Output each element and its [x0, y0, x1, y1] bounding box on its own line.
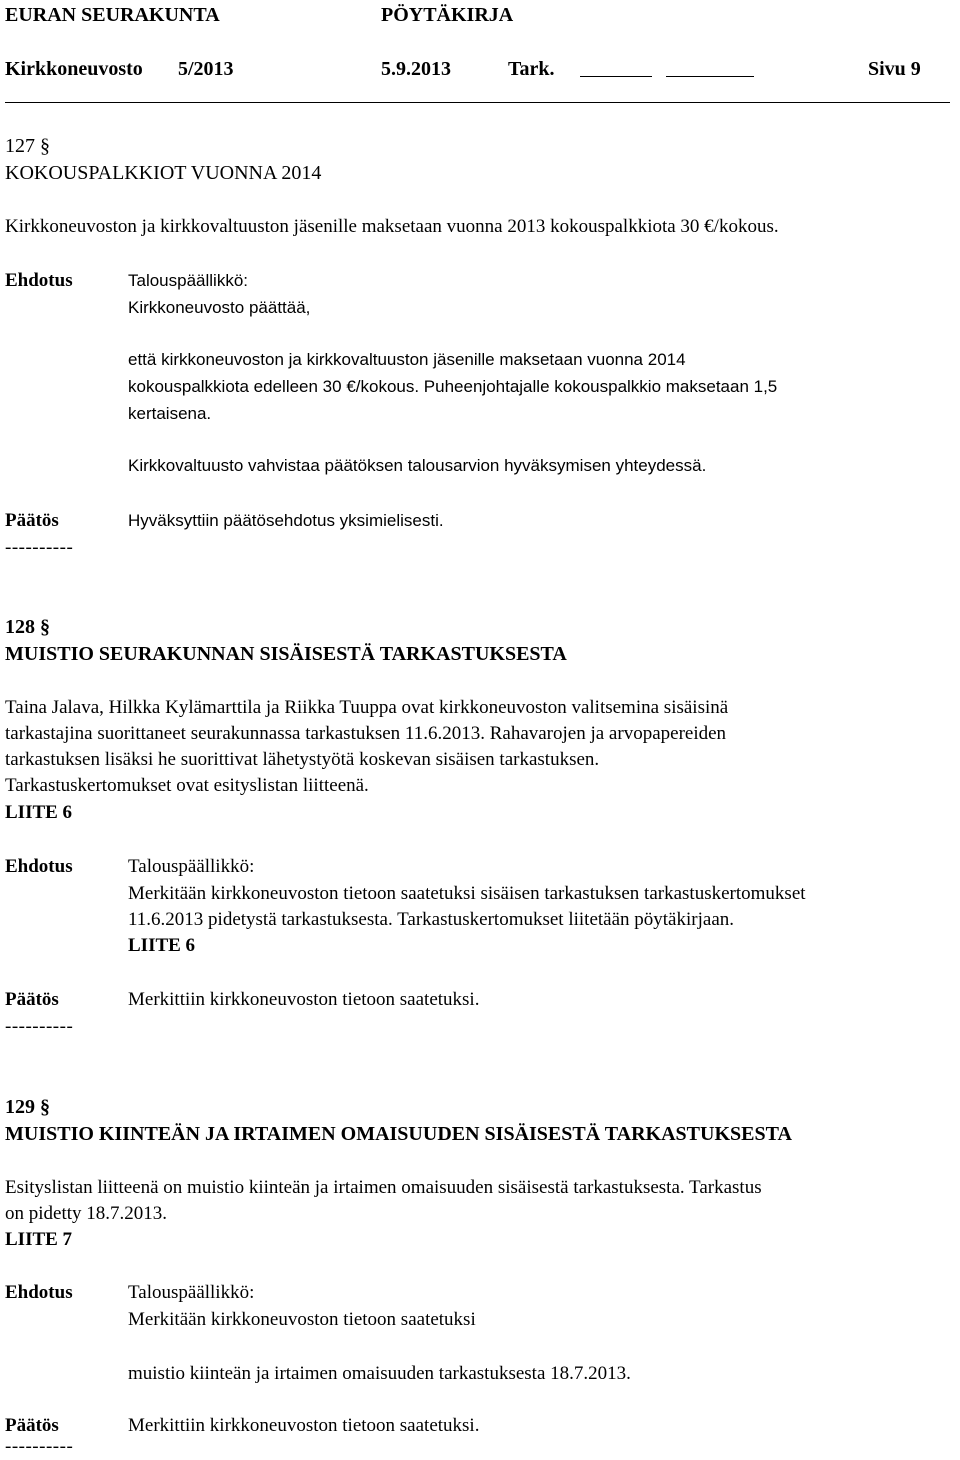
page-number: Sivu 9	[868, 58, 921, 80]
s129-proposal-line-2: muistio kiinteän ja irtaimen omaisuuden tarkastuksesta 18.7.2013.	[128, 1363, 631, 1384]
doc-type: PÖYTÄKIRJA	[381, 4, 514, 26]
s129-number: 129 §	[5, 1096, 50, 1118]
s127-decision: Hyväksyttiin päätösehdotus yksimielisesti.	[128, 511, 444, 530]
s129-proposer: Talouspäällikkö:	[128, 1282, 255, 1303]
s127-decision-label: Päätös	[5, 510, 59, 531]
s129-proposal-line-1: Merkitään kirkkoneuvoston tietoon saatetuksi	[128, 1309, 476, 1330]
s127-proposal-label: Ehdotus	[5, 270, 73, 291]
s128-decision-label: Päätös	[5, 989, 59, 1010]
body-name: Kirkkoneuvosto	[5, 58, 143, 80]
meeting-number: 5/2013	[178, 58, 234, 80]
s127-decides: Kirkkoneuvosto päättää,	[128, 298, 311, 317]
s127-proposal-line-1: että kirkkoneuvoston ja kirkkovaltuuston jäsenille maksetaan vuonna 2014	[128, 350, 686, 369]
s129-body-line-2: on pidetty 18.7.2013.	[5, 1203, 168, 1224]
s128-attachment: LIITE 6	[5, 802, 73, 823]
s127-proposal-note: Kirkkovaltuusto vahvistaa päätöksen talousarvion hyväksymisen yhteydessä.	[128, 456, 707, 475]
meeting-date: 5.9.2013	[381, 58, 451, 80]
s129-body-line-1: Esityslistan liitteenä on muistio kiinteän ja irtaimen omaisuuden sisäisestä tarkastuksesta. Tarkastus	[5, 1177, 762, 1198]
s128-proposal-line-2: 11.6.2013 pidetystä tarkastuksesta. Tarkastuskertomukset liitetään pöytäkirjaan.	[128, 909, 734, 930]
s128-body-line-3: tarkastuksen lisäksi he suorittivat lähetystyötä koskevan sisäisen tarkastuksen.	[5, 749, 600, 770]
check-blank-1	[580, 58, 652, 77]
s127-proposer: Talouspäällikkö:	[128, 271, 249, 290]
org-name: EURAN SEURAKUNTA	[5, 4, 220, 26]
s129-decision: Merkittiin kirkkoneuvoston tietoon saatetuksi.	[128, 1415, 480, 1436]
s127-number: 127 §	[5, 135, 50, 157]
s128-separator: ----------	[5, 1016, 74, 1037]
s129-proposal-label: Ehdotus	[5, 1282, 73, 1303]
s128-proposal-attachment: LIITE 6	[128, 935, 196, 956]
s129-title: MUISTIO KIINTEÄN JA IRTAIMEN OMAISUUDEN SISÄISESTÄ TARKASTUKSESTA	[5, 1123, 792, 1145]
s128-proposer: Talouspäällikkö:	[128, 856, 255, 877]
s127-proposal-line-2: kokouspalkkiota edelleen 30 €/kokous. Puheenjohtajalle kokouspalkkio maksetaan 1,5	[128, 377, 778, 396]
s129-decision-label: Päätös	[5, 1415, 59, 1436]
s128-body-line-1: Taina Jalava, Hilkka Kylämarttila ja Riikka Tuuppa ovat kirkkoneuvoston valitsemina sisäisinä	[5, 697, 729, 718]
s129-attachment: LIITE 7	[5, 1229, 73, 1250]
s127-proposal-line-3: kertaisena.	[128, 404, 212, 423]
s128-body-line-2: tarkastajina suorittaneet seurakunnassa tarkastuksen 11.6.2013. Rahavarojen ja arvopapereiden	[5, 723, 727, 744]
check-blank-2	[666, 58, 754, 77]
s128-proposal-label: Ehdotus	[5, 856, 73, 877]
s128-body-line-4: Tarkastuskertomukset ovat esityslistan liitteenä.	[5, 775, 369, 796]
s127-intro: Kirkkoneuvoston ja kirkkovaltuuston jäsenille maksetaan vuonna 2013 kokouspalkkiota 30 €/kokous.	[5, 216, 779, 237]
check-label: Tark.	[508, 58, 555, 80]
s128-title: MUISTIO SEURAKUNNAN SISÄISESTÄ TARKASTUKSESTA	[5, 643, 567, 665]
s127-title: KOKOUSPALKKIOT VUONNA 2014	[5, 162, 322, 184]
s127-separator: ----------	[5, 537, 74, 558]
s128-proposal-line-1: Merkitään kirkkoneuvoston tietoon saatetuksi sisäisen tarkastuksen tarkastuskertomukset	[128, 883, 806, 904]
s128-number: 128 §	[5, 616, 50, 638]
s129-separator: ----------	[5, 1436, 74, 1457]
s128-decision: Merkittiin kirkkoneuvoston tietoon saatetuksi.	[128, 989, 480, 1010]
header-divider	[5, 102, 950, 103]
